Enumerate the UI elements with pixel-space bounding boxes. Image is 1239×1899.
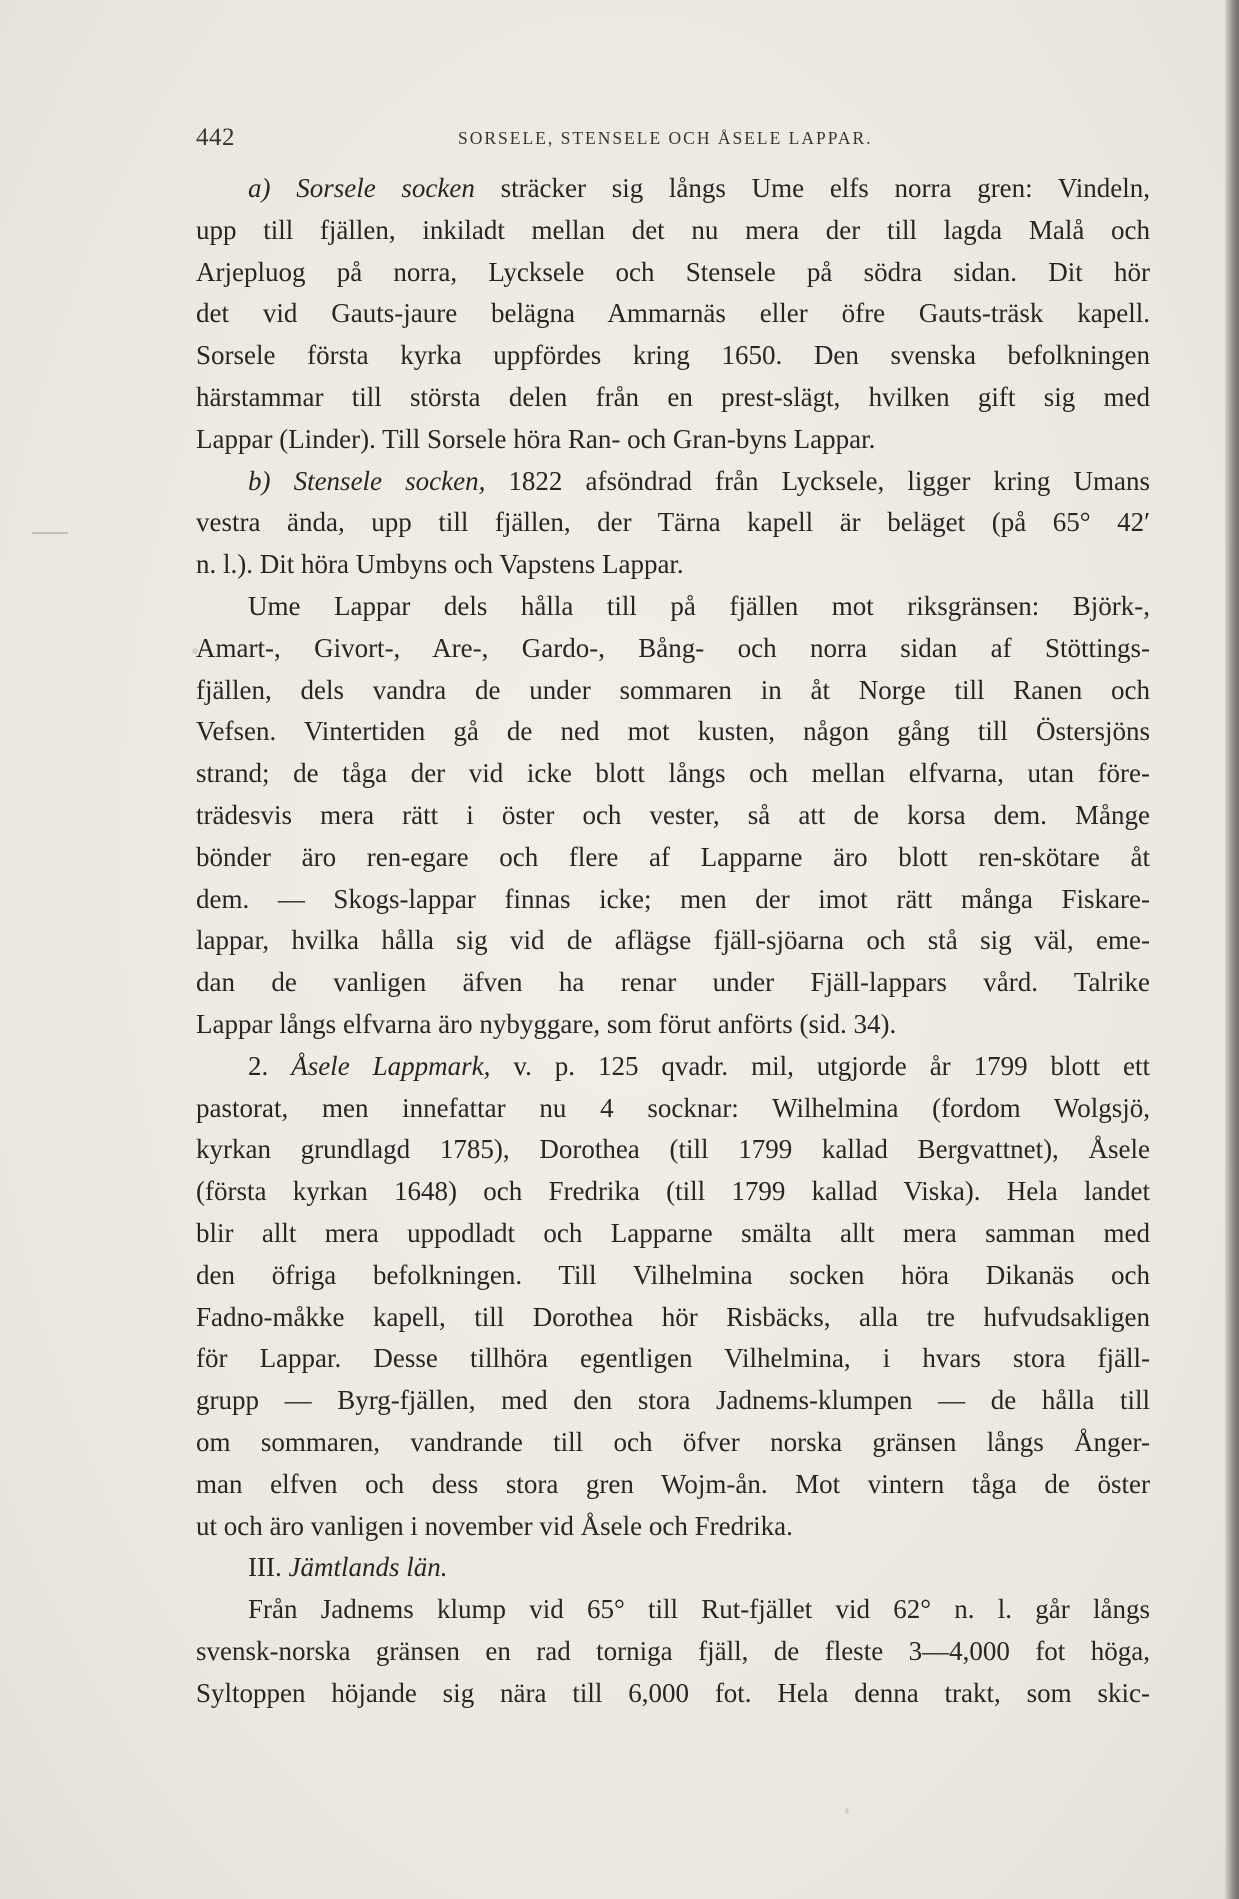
text-run: man elfven och dess stora gren Wojm-ån. Mot vintern tåga de öster xyxy=(196,1468,1150,1499)
text-line xyxy=(196,1547,1150,1589)
text-run: kyrkan grundlagd 1785), Dorothea (till 1799 kallad Bergvattnet), Åsele xyxy=(196,1134,1150,1165)
text-run: Ume Lappar dels hålla till på fjällen mot riksgränsen: Björk-, xyxy=(248,590,1150,621)
text-run: Syltoppen höjande sig nära till 6,000 fot. Hela denna trakt, som skic- xyxy=(196,1677,1150,1708)
text-run: svensk-norska gränsen en rad torniga fjäll, de fleste 3—4,000 fot höga, xyxy=(196,1635,1150,1666)
text-line xyxy=(196,1422,1150,1464)
text-run: (första kyrkan 1648) och Fredrika (till 1799 kallad Viska). Hela landet xyxy=(196,1176,1150,1207)
page-edge-shadow xyxy=(1225,0,1239,1899)
text-run: om sommaren, vandrande till och öfver norska gränsen långs Ånger- xyxy=(196,1426,1150,1457)
text-run: lappar, hvilka hålla sig vid de aflägse fjäll-sjöarna och stå sig väl, eme- xyxy=(196,925,1150,956)
text-line xyxy=(196,168,1150,210)
text-run: Lappar (Linder). Till Sorsele höra Ran- och Gran-byns Lappar. xyxy=(196,423,876,454)
text-run: dem. — Skogs-lappar finnas icke; men der imot rätt många Fiskare- xyxy=(196,883,1150,914)
running-head: SORSELE, STENSELE OCH ÅSELE LAPPAR. xyxy=(458,128,873,148)
text-run: sträcker sig långs Ume elfs norra gren: Vindeln, xyxy=(474,173,1151,203)
text-run: 2. xyxy=(248,1050,292,1081)
text-run: ut och äro vanligen i november vid Åsele och Fredrika. xyxy=(196,1510,793,1541)
text-run: dan de vanligen äfven ha renar under Fjäll-lappars vård. Talrike xyxy=(196,967,1150,998)
text-line xyxy=(196,1631,1150,1673)
text-line xyxy=(196,544,1150,586)
text-line xyxy=(196,1171,1150,1213)
text-run: strand; de tåga der vid icke blott långs och mellan elfvarna, utan före- xyxy=(196,758,1150,789)
text-line xyxy=(196,795,1150,837)
italic-run: a) Sorsele socken xyxy=(248,173,475,203)
text-run: v. p. 125 qvadr. mil, utgjorde år 1799 blott ett xyxy=(490,1050,1150,1081)
text-line xyxy=(196,879,1150,921)
italic-run: Jämtlands län. xyxy=(288,1552,448,1583)
text-line xyxy=(196,837,1150,879)
text-run: Arjepluog på norra, Lycksele och Stensele på södra sidan. Dit hör xyxy=(196,256,1150,287)
text-run: trädesvis mera rätt i öster och vester, så att de korsa dem. Månge xyxy=(196,799,1150,830)
text-line xyxy=(196,1297,1150,1339)
text-line xyxy=(196,1464,1150,1506)
text-run: bönder äro ren-egare och flere af Lapparne äro blott ren-skötare åt xyxy=(196,841,1150,872)
text-run: blir allt mera uppodladt och Lapparne smälta allt mera samman med xyxy=(196,1217,1150,1248)
text-line xyxy=(196,1088,1150,1130)
text-run: 1822 afsöndrad från Lycksele, ligger kring Umans xyxy=(485,465,1150,496)
text-line xyxy=(196,670,1150,712)
page-header xyxy=(196,124,1150,154)
text-line xyxy=(196,1046,1150,1088)
text-run: Vefsen. Vintertiden gå de ned mot kusten, någon gång till Östersjöns xyxy=(196,716,1150,747)
text-line xyxy=(196,293,1150,335)
text-run: den öfriga befolkningen. Till Vilhelmina socken höra Dikanäs och xyxy=(196,1259,1150,1290)
text-line xyxy=(196,628,1150,670)
text-line xyxy=(196,1255,1150,1297)
text-line xyxy=(196,1129,1150,1171)
text-line xyxy=(196,419,1150,461)
text-line xyxy=(196,502,1150,544)
text-run: fjällen, dels vandra de under sommaren in åt Norge till Ranen och xyxy=(196,674,1150,705)
text-line xyxy=(196,586,1150,628)
text-line xyxy=(196,1589,1150,1631)
page-number: 442 xyxy=(196,124,235,151)
text-run: pastorat, men innefattar nu 4 socknar: Wilhelmina (fordom Wolgsjö, xyxy=(196,1092,1150,1123)
text-line xyxy=(196,1338,1150,1380)
text-run: för Lappar. Desse tillhöra egentligen Vilhelmina, i hvars stora fjäll- xyxy=(196,1343,1150,1374)
text-line xyxy=(196,962,1150,1004)
text-line xyxy=(196,1213,1150,1255)
text-line xyxy=(196,753,1150,795)
text-line xyxy=(196,711,1150,753)
text-run: härstammar till största delen från en prest-slägt, hvilken gift sig med xyxy=(196,381,1150,412)
paper-spot xyxy=(845,1808,849,1814)
text-line xyxy=(196,377,1150,419)
text-line xyxy=(196,461,1150,503)
text-run: Fadno-måkke kapell, till Dorothea hör Risbäcks, alla tre hufvudsakligen xyxy=(196,1301,1150,1332)
text-run: Amart-, Givort-, Are-, Gardo-, Bång- och norra sidan af Stöttings- xyxy=(196,632,1150,663)
italic-run: b) Stensele socken, xyxy=(248,465,486,496)
margin-mark xyxy=(32,532,68,534)
text-line xyxy=(196,335,1150,377)
text-line xyxy=(196,210,1150,252)
text-run: vestra ända, upp till fjällen, der Tärna kapell är beläget (på 65° 42′ xyxy=(196,507,1150,538)
text-line xyxy=(196,920,1150,962)
italic-run: Åsele Lappmark, xyxy=(291,1050,491,1081)
text-run: upp till fjällen, inkiladt mellan det nu mera der till lagda Malå och xyxy=(196,214,1150,245)
text-run: Lappar långs elfvarna äro nybyggare, som förut anförts (sid. 34). xyxy=(196,1008,897,1039)
text-run: grupp — Byrg-fjällen, med den stora Jadnems-klumpen — de hålla till xyxy=(196,1385,1150,1416)
text-run: III. xyxy=(248,1552,289,1583)
text-run: Från Jadnems klump vid 65° till Rut-fjället vid 62° n. l. går långs xyxy=(248,1594,1150,1625)
text-run: det vid Gauts-jaure belägna Ammarnäs eller öfre Gauts-träsk kapell. xyxy=(196,298,1150,329)
text-line xyxy=(196,252,1150,294)
text-line xyxy=(196,1673,1150,1715)
text-run: n. l.). Dit höra Umbyns och Vapstens Lappar. xyxy=(196,549,684,580)
text-line xyxy=(196,1506,1150,1548)
text-line xyxy=(196,1380,1150,1422)
text-line xyxy=(196,1004,1150,1046)
text-run: Sorsele första kyrka uppfördes kring 1650. Den svenska befolkningen xyxy=(196,340,1150,371)
body-text xyxy=(196,168,1150,1714)
